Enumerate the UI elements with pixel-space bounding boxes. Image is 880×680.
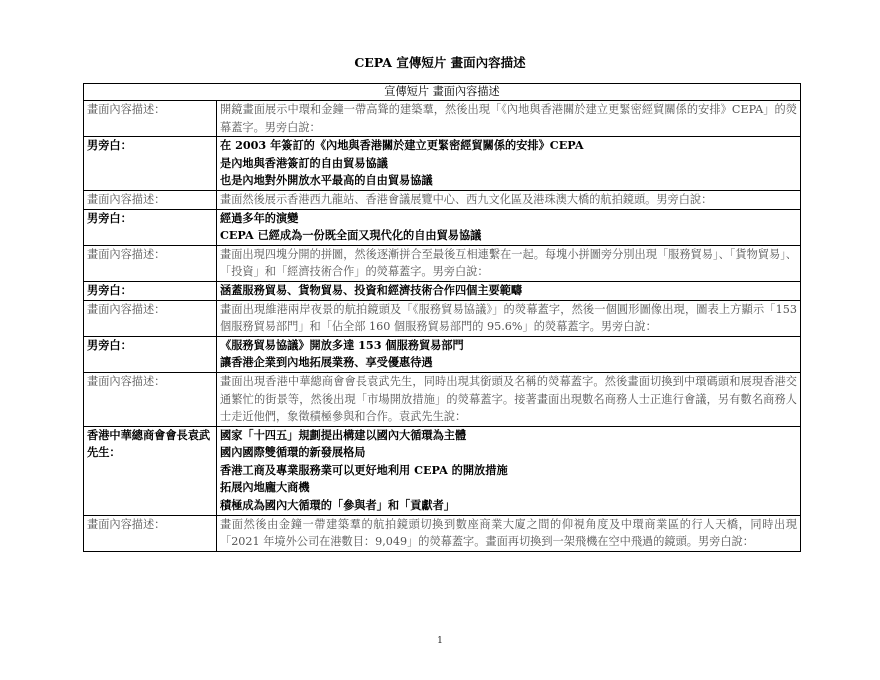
description-label: 畫面內容描述：: [84, 190, 217, 209]
speaker-label: 男旁白：: [84, 137, 217, 191]
description-label: 畫面內容描述：: [84, 300, 217, 336]
description-text: 畫面出現四塊分開的拼圖，然後逐漸拼合至最後互相連繫在一起。每塊小拼圖旁分別出現「服務貿易」、「貨物貿易」、「投資」和「經濟技術合作」的熒幕蓋字。男旁白說：: [217, 245, 801, 281]
narration-text: [217, 426, 801, 515]
narration-text: [217, 137, 801, 191]
description-row: [84, 372, 801, 426]
speaker-label: 香港中華總商會會長袁武先生：: [84, 426, 217, 515]
document-title: CEPA 宣傳短片 畫面內容描述: [354, 55, 526, 70]
description-text: 畫面出現維港兩岸夜景的航拍鏡頭及「《服務貿易協議》」的熒幕蓋字，然後一個圓形圖像出現，圖表上方顯示「153 個服務貿易部門」和「佔全部 160 個服務貿易部門的 95.6%」的熒幕蓋字。男旁白說：: [217, 300, 801, 336]
description-label: 畫面內容描述：: [84, 245, 217, 281]
description-label: 畫面內容描述：: [84, 101, 217, 137]
script-table: [83, 83, 801, 552]
table-header-row: [84, 84, 801, 101]
narration-row: [84, 137, 801, 191]
narration-line: 經過多年的演變: [220, 210, 299, 225]
description-text: 畫面出現香港中華總商會會長袁武先生，同時出現其銜頭及名稱的熒幕蓋字。然後畫面切換到中環碼頭和展現香港交通繁忙的街景等，然後出現「市場開放措施」的熒幕蓋字。接著畫面出現數名商務人士正進行會議，另有數名商務人士走近他們，象徵積極參與和合作。袁武先生說：: [217, 372, 801, 426]
narration-line: 拓展內地龐大商機: [220, 480, 310, 495]
narration-row: [84, 209, 801, 245]
description-text: 畫面然後展示香港西九龍站、香港會議展覽中心、西九文化區及港珠澳大橋的航拍鏡頭。男旁白說：: [217, 190, 801, 209]
narration-text: [217, 209, 801, 245]
description-row: [84, 101, 801, 137]
narration-text: [217, 336, 801, 372]
narration-row: [84, 336, 801, 372]
script-body: [84, 101, 801, 552]
speaker-label: 男旁白：: [84, 209, 217, 245]
narration-text: [217, 281, 801, 300]
narration-line: 國家「十四五」規劃提出構建以國內大循環為主體: [220, 427, 467, 442]
narration-line: 也是內地對外開放水平最高的自由貿易協議: [220, 173, 433, 188]
description-row: [84, 245, 801, 281]
narration-line: 積極成為國內大循環的「參與者」和「貢獻者」: [220, 498, 455, 513]
speaker-label: 男旁白：: [84, 336, 217, 372]
narration-row: [84, 281, 801, 300]
narration-line: 在 2003 年簽訂的《內地與香港關於建立更緊密經貿關係的安排》CEPA: [220, 138, 584, 153]
narration-line: CEPA 已經成為一份既全面又現代化的自由貿易協議: [220, 228, 482, 243]
description-row: [84, 300, 801, 336]
narration-line: 讓香港企業到內地拓展業務、享受優惠待遇: [220, 355, 433, 370]
page-number: 1: [437, 636, 443, 646]
description-text: 開鏡畫面展示中環和金鐘一帶高聳的建築羣，然後出現「《內地與香港關於建立更緊密經貿關係的安排》CEPA」的熒幕蓋字。男旁白說：: [217, 101, 801, 137]
description-label: 畫面內容描述：: [84, 372, 217, 426]
narration-line: 香港工商及專業服務業可以更好地利用 CEPA 的開放措施: [220, 462, 508, 477]
description-row: [84, 515, 801, 551]
narration-line: 是內地與香港簽訂的自由貿易協議: [220, 155, 388, 170]
description-row: [84, 190, 801, 209]
description-text: 畫面然後由金鐘一帶建築羣的航拍鏡頭切換到數座商業大廈之間的仰視角度及中環商業區的行人天橋，同時出現「2021 年境外公司在港數目：9,049」的熒幕蓋字。畫面再切換到一架飛機在空中飛過的鏡頭。男旁白說：: [217, 515, 801, 551]
speaker-label: 男旁白：: [84, 281, 217, 300]
table-header: 宣傳短片 畫面內容描述: [84, 84, 801, 101]
narration-line: 涵蓋服務貿易、貨物貿易、投資和經濟技術合作四個主要範疇: [220, 282, 523, 297]
description-label: 畫面內容描述：: [84, 515, 217, 551]
narration-line: 《服務貿易協議》開放多達 153 個服務貿易部門: [220, 337, 464, 352]
narration-row: [84, 426, 801, 515]
narration-line: 國內國際雙循環的新發展格局: [220, 445, 366, 460]
